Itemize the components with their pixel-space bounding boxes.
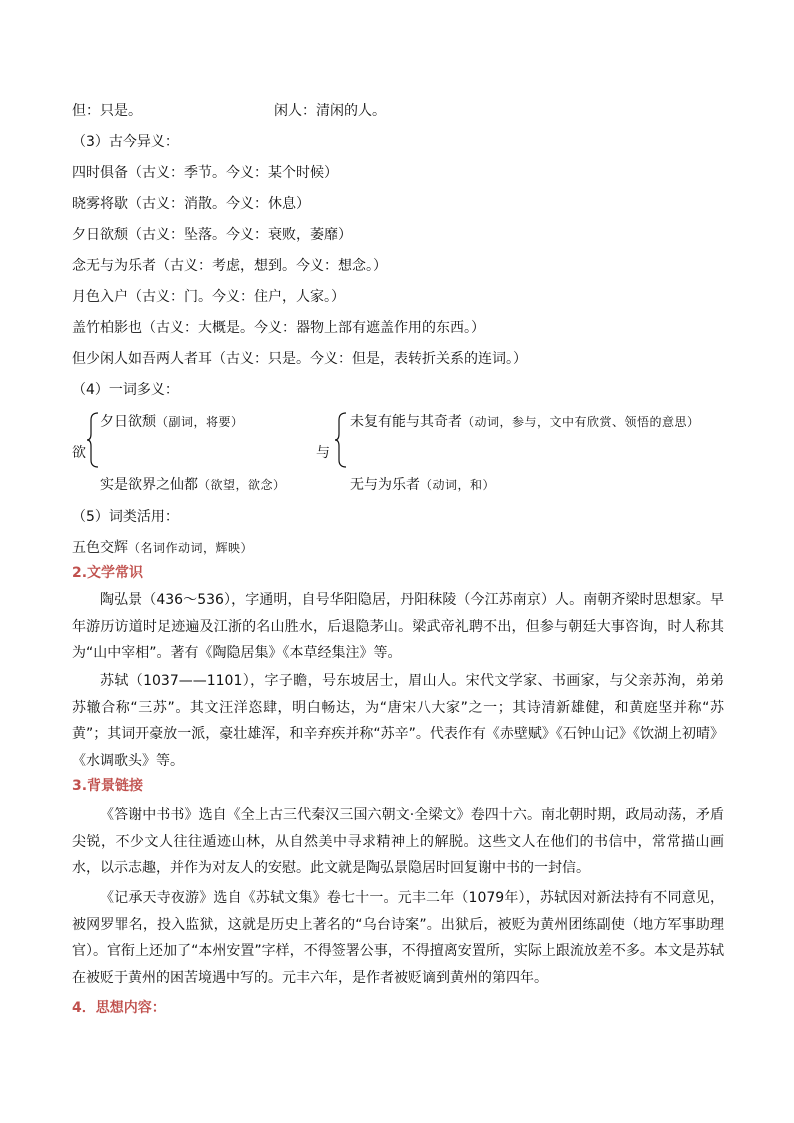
polysemy-yu2-item-1-note: （动词，参与，文中有欣赏、领悟的意思） bbox=[462, 415, 700, 429]
polysemy-yu-item-2-note: （欲望，欲念） bbox=[198, 478, 286, 492]
section-heading-thought: 4．思想内容： bbox=[72, 1000, 166, 1016]
word-class-item bbox=[72, 538, 253, 558]
ancient-modern-item-2: 晓雾将歇（古义：消散。今义：休息） bbox=[72, 196, 310, 212]
word-class-word: 五色交辉 bbox=[72, 540, 128, 556]
ancient-modern-item-1: 四时俱备（古义：季节。今义：某个时候） bbox=[72, 165, 338, 181]
paragraph-su-shi: 苏轼（1037——1101），字子瞻，号东坡居士，眉山人。宋代文学家、书画家，与父亲苏洵，弟弟苏辙合称“三苏”。其文汪洋恣肆，明白畅达，为“唐宋八大家”之一；其诗清新雄健，和黄庭坚并称“苏黄”；其词开豪放一派，豪壮雄浑，和辛弃疾并称“苏辛”。代表作有《赤壁赋》《石钟山记》《饮湖上初晴》《水调歌头》等。 bbox=[72, 673, 724, 769]
polysemy-yu2-item-1 bbox=[350, 412, 700, 432]
vocab-xianren: 闲人：清闲的人。 bbox=[274, 103, 386, 119]
left-brace-icon bbox=[86, 412, 100, 468]
polysemy-yu2-item-2 bbox=[350, 475, 495, 495]
polysemy-yu2-item-2-note: （动词，和） bbox=[420, 478, 496, 492]
vocab-line-1 bbox=[72, 101, 386, 121]
ancient-modern-item-5: 月色入户（古义：门。今义：住户，人家。） bbox=[72, 289, 345, 305]
subheading-word-class: （5）词类活用： bbox=[72, 509, 179, 525]
ancient-modern-item-6: 盖竹柏影也（古义：大概是。今义：器物上部有遮盖作用的东西。） bbox=[72, 320, 485, 336]
polysemy-char-yu2: 与 bbox=[316, 445, 330, 461]
section-heading-literature: 2.文学常识 bbox=[72, 565, 144, 581]
polysemy-yu2-item-2-word: 无与为乐者 bbox=[350, 477, 420, 493]
polysemy-yu-item-2 bbox=[100, 475, 286, 495]
left-brace-icon bbox=[334, 412, 348, 468]
paragraph-dazhongshu-background: 《答谢中书书》选自《全上古三代秦汉三国六朝文·全梁文》卷四十六。南北朝时期，政局动荡，矛盾尖锐，不少文人往往遁迹山林，从自然美中寻求精神上的解脱。这些文人在他们的书信中，常常描山画水，以示志趣，并作为对友人的安慰。此文就是陶弘景隐居时回复谢中书的一封信。 bbox=[72, 807, 724, 876]
vocab-dan: 但：只是。 bbox=[72, 103, 142, 119]
subheading-ancient-modern: （3）古今异义： bbox=[72, 134, 179, 150]
polysemy-yu-item-1-word: 夕日欲颓 bbox=[100, 414, 156, 430]
ancient-modern-item-4: 念无与为乐者（古义：考虑，想到。今义：想念。） bbox=[72, 258, 387, 274]
ancient-modern-item-7: 但少闲人如吾两人者耳（古义：只是。今义：但是，表转折关系的连词。） bbox=[72, 351, 527, 367]
subheading-polysemy: （4）一词多义： bbox=[72, 382, 179, 398]
paragraph-chengtiansi-background: 《记承天寺夜游》选自《苏轼文集》卷七十一。元丰二年（1079年），苏轼因对新法持有不同意见，被网罗罪名，投入监狱，这就是历史上著名的“乌台诗案”。出狱后，被贬为黄州团练副使（地方军事助理官）。官衔上还加了“本州安置”字样，不得签署公事，不得擅离安置所，实际上跟流放差不多。本文是苏轼在被贬于黄州的困苦境遇中写的。元丰六年，是作者被贬谪到黄州的第四年。 bbox=[72, 890, 724, 986]
polysemy-yu-item-1 bbox=[100, 412, 244, 432]
section-heading-background: 3.背景链接 bbox=[72, 778, 144, 794]
polysemy-yu2-item-1-word: 未复有能与其奇者 bbox=[350, 414, 462, 430]
ancient-modern-item-3: 夕日欲颓（古义：坠落。今义：衰败，萎靡） bbox=[72, 227, 352, 243]
word-class-note: （名词作动词，辉映） bbox=[128, 541, 254, 555]
polysemy-char-yu: 欲 bbox=[72, 445, 86, 461]
paragraph-tao-hongjing: 陶弘景（436～536），字通明，自号华阳隐居，丹阳秣陵（今江苏南京）人。南朝齐梁时思想家。早年游历访道时足迹遍及江浙的名山胜水，后退隐茅山。梁武帝礼聘不出，但参与朝廷大事咨询，时人称其为“山中宰相”。著有《陶隐居集》《本草经集注》等。 bbox=[72, 592, 724, 661]
polysemy-yu-item-2-word: 实是欲界之仙都 bbox=[100, 477, 198, 493]
polysemy-yu-item-1-note: （副词，将要） bbox=[156, 415, 244, 429]
